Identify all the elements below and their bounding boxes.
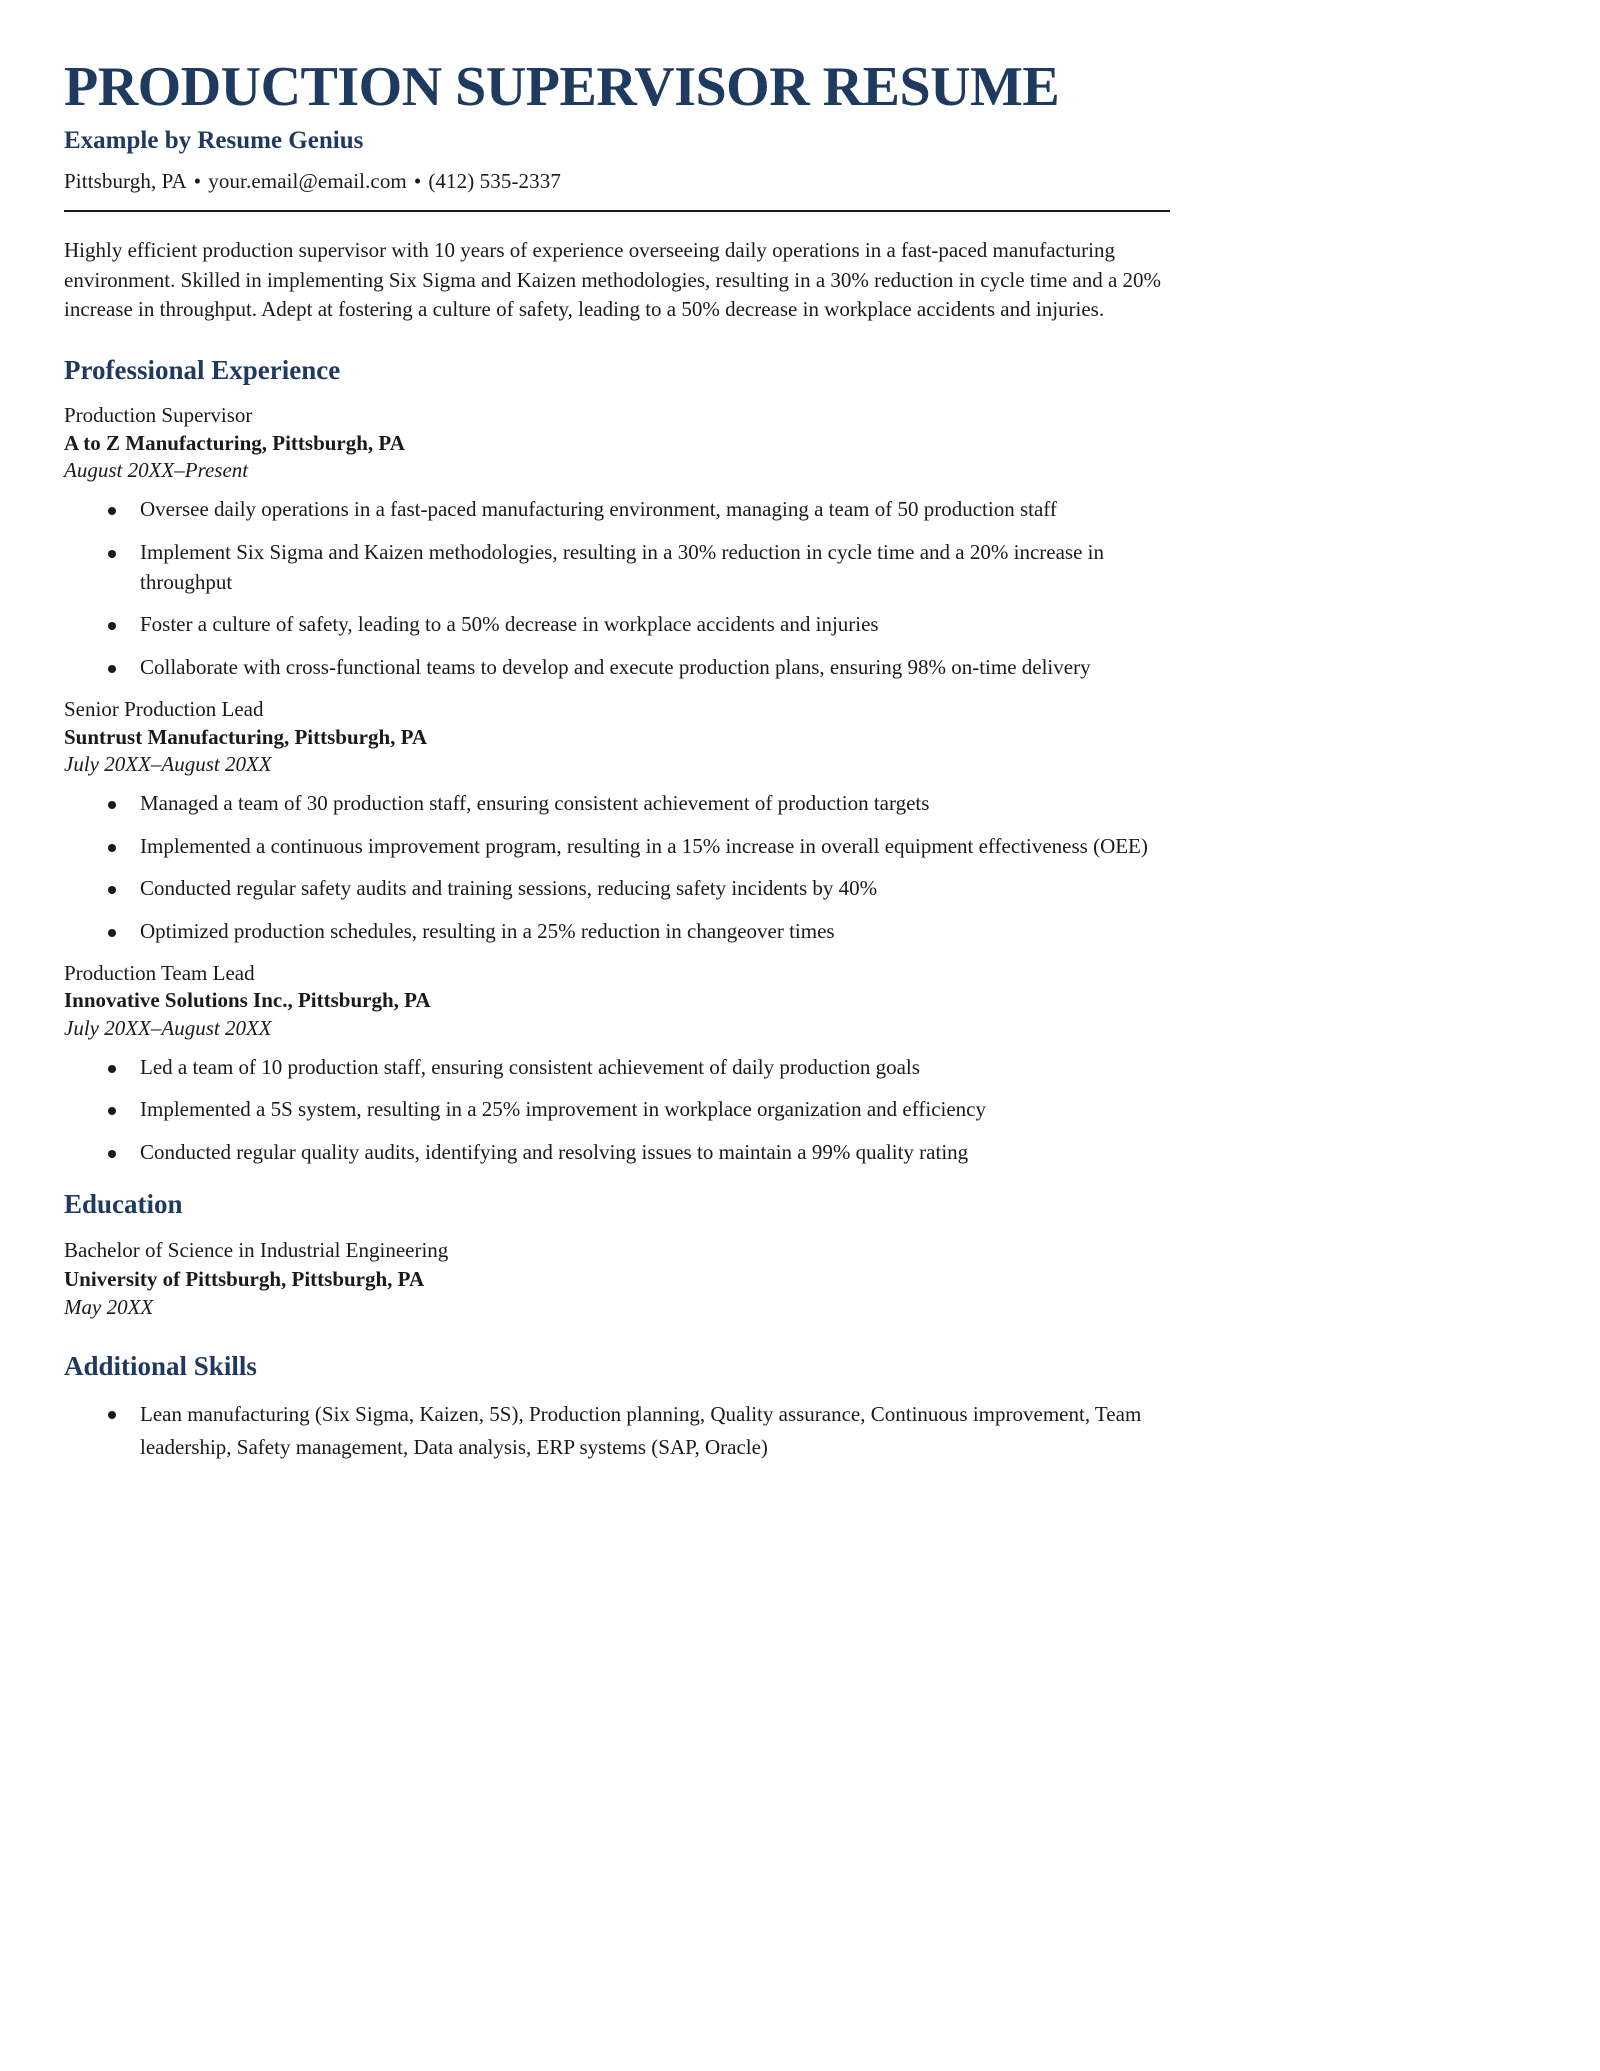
contact-phone: (412) 535-2337 (428, 168, 561, 193)
list-item: Collaborate with cross-functional teams to develop and execute production plans, ensuring 98% on-time delivery (102, 652, 1170, 682)
list-item: Optimized production schedules, resulting in a 25% reduction in changeover times (102, 916, 1170, 946)
section-heading-education: Education (64, 1189, 183, 1220)
contact-location: Pittsburgh, PA (64, 168, 187, 193)
section-additional-skills (64, 1351, 1170, 1463)
job-title: Senior Production Lead (64, 697, 264, 722)
contact-separator-1: • (193, 168, 202, 193)
contact-email: your.email@email.com (208, 168, 407, 193)
header-divider (64, 210, 1170, 212)
job-title: Production Team Lead (64, 960, 255, 985)
list-item: Implement Six Sigma and Kaizen methodologies, resulting in a 30% reduction in cycle time and a 20% increase in throughput (102, 537, 1170, 598)
section-heading-experience: Professional Experience (64, 355, 341, 386)
list-item: Implemented a continuous improvement program, resulting in a 15% increase in overall equipment effectiveness (OEE) (102, 831, 1170, 861)
job-dates: July 20XX–August 20XX (64, 751, 272, 776)
job-bullet-list (64, 788, 1170, 946)
list-item: Oversee daily operations in a fast-paced manufacturing environment, managing a team of 50 production staff (102, 494, 1170, 524)
list-item: Implemented a 5S system, resulting in a 25% improvement in workplace organization and efficiency (102, 1094, 1170, 1124)
section-professional-experience (64, 355, 1170, 1167)
professional-summary: Highly efficient production supervisor with 10 years of experience overseeing daily operations in a fast-paced manufacturing environment. Skilled in implementing Six Sigma and Kaizen methodologies, resulting in a 30% reduction in cycle time and a 20% increase in throughput. Adept at fostering a culture of safety, leading to a 50% decrease in workplace accidents and injuries. (64, 237, 1162, 322)
list-item: Led a team of 10 production staff, ensuring consistent achievement of daily production goals (102, 1052, 1170, 1082)
job-bullet-list (64, 1052, 1170, 1167)
list-item: Foster a culture of safety, leading to a 50% decrease in workplace accidents and injuries (102, 609, 1170, 639)
education-school: University of Pittsburgh, Pittsburgh, PA (64, 1266, 425, 1291)
resume-subtitle: Example by Resume Genius (64, 126, 364, 154)
education-entry (64, 1236, 1170, 1321)
job-dates: July 20XX–August 20XX (64, 1015, 272, 1040)
job-bullet-list (64, 494, 1170, 682)
list-item: Lean manufacturing (Six Sigma, Kaizen, 5S), Production planning, Quality assurance, Continuous improvement, Team leadership, Safety management, Data analysis, ERP systems (SAP, Oracle) (102, 1398, 1170, 1463)
page-title: PRODUCTION SUPERVISOR RESUME (64, 56, 1060, 118)
contact-separator-2: • (413, 168, 422, 193)
education-degree: Bachelor of Science in Industrial Engineering (64, 1238, 449, 1263)
experience-entry (64, 960, 1170, 1167)
contact-line (64, 169, 1170, 194)
section-heading-skills: Additional Skills (64, 1351, 257, 1382)
job-company: Innovative Solutions Inc., Pittsburgh, PA (64, 988, 431, 1013)
list-item: Conducted regular quality audits, identifying and resolving issues to maintain a 99% quality rating (102, 1137, 1170, 1167)
job-dates: August 20XX–Present (64, 457, 249, 482)
resume-header (64, 58, 1170, 212)
experience-entry (64, 402, 1170, 682)
job-company: Suntrust Manufacturing, Pittsburgh, PA (64, 724, 428, 749)
skills-bullet-list (64, 1398, 1170, 1463)
education-date: May 20XX (64, 1294, 154, 1319)
job-title: Production Supervisor (64, 403, 253, 428)
job-company: A to Z Manufacturing, Pittsburgh, PA (64, 430, 405, 455)
experience-entry (64, 696, 1170, 946)
list-item: Managed a team of 30 production staff, ensuring consistent achievement of production targets (102, 788, 1170, 818)
section-education (64, 1189, 1170, 1321)
list-item: Conducted regular safety audits and training sessions, reducing safety incidents by 40% (102, 873, 1170, 903)
